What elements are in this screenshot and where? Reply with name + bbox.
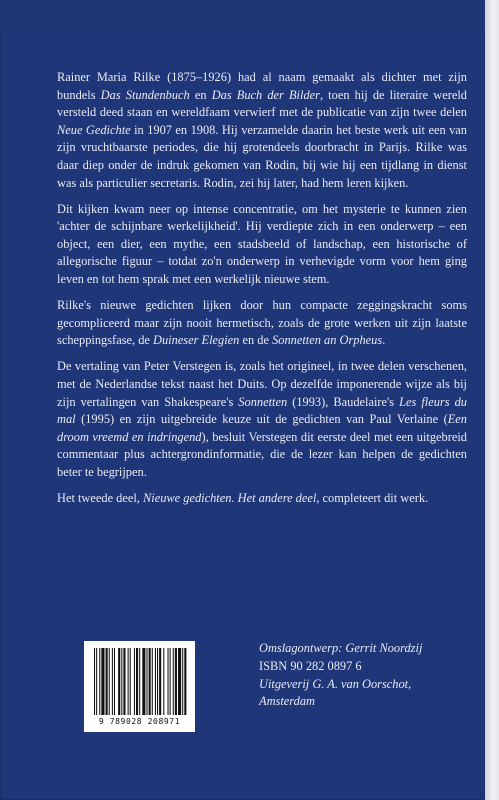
text-run: (1995) en zijn uitgebreide keuze uit de gedichten van Paul Verlaine (: [75, 412, 448, 427]
text-run: en: [189, 87, 212, 102]
top-band: [0, 0, 485, 34]
italic-title: Les fleurs du mal: [57, 394, 467, 427]
text-run: ), besluit Verstegen dit eerste deel met een uitgebreid commentaar plus achtergrondinformatie, die de lezer kan helpen de gedichten beter te begrijpen.: [57, 429, 467, 479]
publisher-line: Uitgeverij G. A. van Oorschot,: [259, 676, 412, 691]
barcode-bar: [121, 648, 122, 715]
barcode-bar: [134, 648, 135, 715]
barcode-bar: [130, 648, 131, 715]
text-run: .: [382, 333, 386, 348]
text-run: Het tweede deel,: [57, 491, 144, 506]
italic-title: Sonnetten: [238, 394, 288, 409]
barcode-bar: [173, 648, 174, 715]
italic-title: Sonnetten an Orpheus: [272, 333, 383, 348]
barcode-bar: [170, 648, 171, 715]
text-run: Rainer Maria Rilke (1875–1926) had al naam gemaakt als dichter met zijn bundels: [57, 70, 467, 102]
barcode-number: 9 789028 208971: [98, 717, 181, 726]
text-run: Rilke's nieuwe gedichten lijken door hun compacte zeggingskracht soms gecompliceerd maar zijn nooit hermetisch, zoals de grote werken uit zijn laatste scheppingsfase, de: [57, 298, 467, 348]
italic-title: Duineser Elegien: [153, 333, 240, 348]
barcode-bar: [106, 648, 108, 715]
barcode-bar: [168, 648, 169, 715]
barcode-bar: [112, 648, 113, 715]
barcode-bar: [178, 648, 181, 715]
italic-title: Een droom vreemd en indringend: [57, 412, 467, 444]
blurb-paragraph: [57, 297, 467, 350]
barcode-bar: [155, 648, 156, 715]
barcode-bar: [149, 648, 151, 715]
barcode: [84, 641, 195, 732]
barcode-bar: [136, 648, 138, 715]
text-run: in 1907 en 1908. Hij verzamelde daarin het beste werk uit een van zijn vruchtbaarste periodes, die hij grotendeels doorbracht in Parijs. Rilke was daar diep onder de indruk gekomen van Rodin, bij wie hij een tijdlang in dienst was als particulier secretaris. Rodin, zei hij later, had hem leren kijken.: [57, 122, 467, 190]
text-run: (1993), Baudelaire's: [287, 394, 400, 409]
blurb-paragraph: [57, 490, 467, 508]
italic-title: Das Stundenbuch: [100, 87, 190, 102]
text-run: en de: [239, 333, 273, 348]
text-run: Dit kijken kwam neer op intense concentratie, om het mysterie te kunnen zien 'achter de schijnbare werkelijkheid'. Hij verdiepte zich in een onderwerp – een object, een dier, een mythe, een stadsbeeld of landschap, een historische of allegorische figuur – totdat zo'n onderwerp in verhevigde vorm voor hem ging leven en tot hem sprak met een werkelijk nieuwe stem.: [57, 201, 467, 287]
barcode-bar: [101, 648, 104, 715]
blurb-paragraph: [57, 358, 467, 481]
page-edge: [485, 0, 499, 800]
barcode-bar: [99, 648, 100, 715]
barcode-bar: [109, 648, 110, 715]
blurb-text: [57, 69, 467, 516]
barcode-bar: [152, 648, 153, 715]
barcode-bar: [96, 648, 97, 715]
isbn-line: ISBN 90 282 0897 6: [259, 658, 362, 673]
barcode-bar: [128, 648, 129, 715]
text-run: , toen hij de literaire wereld versteld deed staan en wereldfaam verwierf met de publicatie van zijn twee delen: [57, 87, 467, 120]
italic-title: Das Buch der Bilder: [211, 87, 320, 102]
barcode-bar: [123, 648, 125, 715]
barcode-bar: [94, 648, 95, 715]
barcode-bar: [175, 648, 177, 715]
barcode-bar: [147, 648, 148, 715]
barcode-bar: [118, 648, 120, 715]
cover-design-credit: Omslagontwerp: Gerrit Noordzij: [259, 641, 423, 655]
blurb-paragraph: [57, 201, 467, 289]
barcode-bar: [157, 648, 158, 715]
barcode-bar: [163, 648, 164, 715]
barcode-bar: [182, 648, 183, 715]
barcode-bar: [159, 648, 161, 715]
text-run: De vertaling van Peter Verstegen is, zoals het origineel, in twee delen verschenen, met de Nederlandse tekst naast het Duits. Op dezelfde imponerende wijze als bij zijn vertalingen van Shakespeare's: [57, 359, 467, 409]
barcode-bar: [139, 648, 140, 715]
italic-title: Nieuwe gedichten. Het andere deel: [143, 491, 317, 506]
barcode-bar: [184, 648, 186, 715]
credits: [259, 640, 469, 711]
barcode-bar: [142, 648, 145, 715]
italic-title: Neue Gedichte: [57, 122, 131, 137]
city-line: Amsterdam: [259, 694, 315, 709]
blurb-paragraph: [57, 69, 467, 192]
text-run: , completeert dit werk.: [316, 491, 429, 506]
barcode-bar: [114, 648, 115, 715]
